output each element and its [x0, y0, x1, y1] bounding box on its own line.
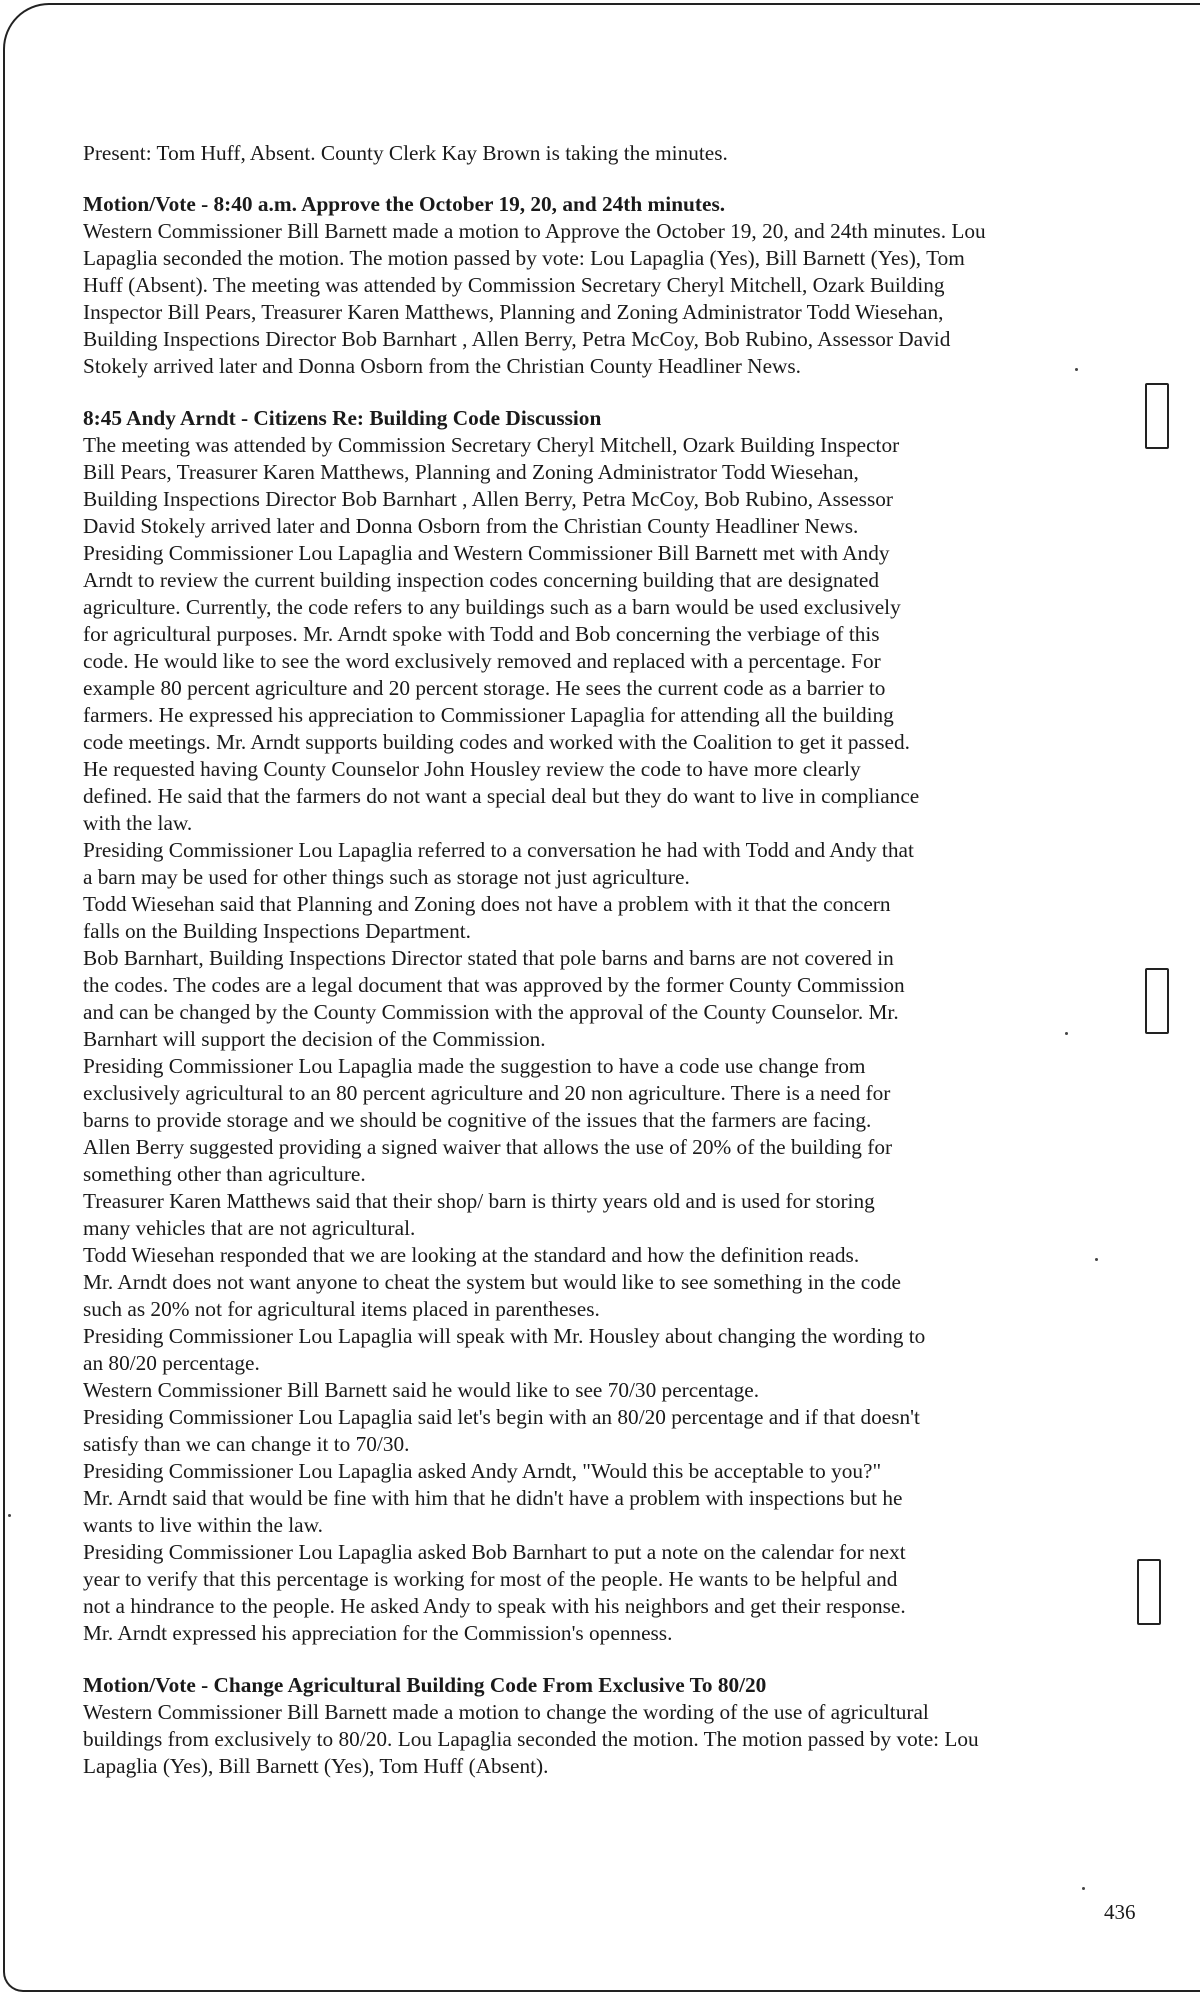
- scan-speck: [8, 1514, 11, 1517]
- text-line: Inspector Bill Pears, Treasurer Karen Matthews, Planning and Zoning Administrator Todd Wiesehan,: [83, 300, 944, 324]
- text-line: a barn may be used for other things such as storage not just agriculture.: [83, 865, 690, 889]
- section-heading: Motion/Vote - 8:40 a.m. Approve the October 19, 20, and 24th minutes.: [83, 192, 726, 216]
- text-line: Mr. Arndt does not want anyone to cheat the system but would like to see something in the code: [83, 1270, 902, 1294]
- text-line: Western Commissioner Bill Barnett made a motion to change the wording of the use of agricultural: [83, 1700, 929, 1724]
- text-line: Bill Pears, Treasurer Karen Matthews, Planning and Zoning Administrator Todd Wiesehan,: [83, 460, 859, 484]
- text-line: and can be changed by the County Commission with the approval of the County Counselor. Mr.: [83, 1000, 899, 1024]
- text-line: defined. He said that the farmers do not want a special deal but they do want to live in compliance: [83, 784, 920, 808]
- section-body: [83, 1699, 1093, 1780]
- text-line: code. He would like to see the word exclusively removed and replaced with a percentage. For: [83, 649, 881, 673]
- text-line: satisfy than we can change it to 70/30.: [83, 1432, 410, 1456]
- section-building-code-discussion: [83, 405, 1093, 1647]
- page-number: 436: [1104, 1900, 1136, 1924]
- scan-speck: [1065, 1032, 1068, 1035]
- text-line: The meeting was attended by Commission Secretary Cheryl Mitchell, Ozark Building Inspector: [83, 433, 900, 457]
- text-line: Barnhart will support the decision of the Commission.: [83, 1027, 546, 1051]
- text-line: for agricultural purposes. Mr. Arndt spoke with Todd and Bob concerning the verbiage of this: [83, 622, 880, 646]
- text-line: such as 20% not for agricultural items placed in parentheses.: [83, 1297, 600, 1321]
- text-line: Mr. Arndt said that would be fine with him that he didn't have a problem with inspections but he: [83, 1486, 903, 1510]
- text-line: Bob Barnhart, Building Inspections Director stated that pole barns and barns are not covered in: [83, 946, 894, 970]
- present-line: Present: Tom Huff, Absent. County Clerk Kay Brown is taking the minutes.: [83, 141, 728, 165]
- margin-marker: [1145, 383, 1169, 449]
- text-line: something other than agriculture.: [83, 1162, 366, 1186]
- text-line: Treasurer Karen Matthews said that their shop/ barn is thirty years old and is used for storing: [83, 1189, 875, 1213]
- section-heading: Motion/Vote - Change Agricultural Building Code From Exclusive To 80/20: [83, 1673, 767, 1697]
- text-line: Presiding Commissioner Lou Lapaglia will speak with Mr. Housley about changing the wording to: [83, 1324, 926, 1348]
- text-line: David Stokely arrived later and Donna Osborn from the Christian County Headliner News.: [83, 514, 859, 538]
- text-line: Building Inspections Director Bob Barnhart , Allen Berry, Petra McCoy, Bob Rubino, Assessor David: [83, 327, 951, 351]
- text-line: Stokely arrived later and Donna Osborn from the Christian County Headliner News.: [83, 354, 802, 378]
- minutes-page: [83, 140, 1093, 1805]
- scan-speck: [1075, 368, 1078, 371]
- text-line: an 80/20 percentage.: [83, 1351, 260, 1375]
- section-change-code-vote: [83, 1672, 1093, 1780]
- text-line: Western Commissioner Bill Barnett said he would like to see 70/30 percentage.: [83, 1378, 760, 1402]
- text-line: farmers. He expressed his appreciation to Commissioner Lapaglia for attending all the building: [83, 703, 894, 727]
- text-line: Building Inspections Director Bob Barnhart , Allen Berry, Petra McCoy, Bob Rubino, Assessor: [83, 487, 893, 511]
- text-line: Presiding Commissioner Lou Lapaglia and Western Commissioner Bill Barnett met with Andy: [83, 541, 890, 565]
- text-line: not a hindrance to the people. He asked Andy to speak with his neighbors and get their response.: [83, 1594, 906, 1618]
- text-line: Western Commissioner Bill Barnett made a motion to Approve the October 19, 20, and 24th minutes. Lou: [83, 219, 986, 243]
- text-line: Todd Wiesehan said that Planning and Zoning does not have a problem with it that the concern: [83, 892, 891, 916]
- text-line: Allen Berry suggested providing a signed waiver that allows the use of 20% of the building for: [83, 1135, 893, 1159]
- text-line: exclusively agricultural to an 80 percent agriculture and 20 non agriculture. There is a need for: [83, 1081, 891, 1105]
- text-line: year to verify that this percentage is working for most of the people. He wants to be helpful and: [83, 1567, 898, 1591]
- margin-marker: [1137, 1559, 1161, 1625]
- text-line: code meetings. Mr. Arndt supports building codes and worked with the Coalition to get it passed.: [83, 730, 910, 754]
- text-line: Presiding Commissioner Lou Lapaglia said let's begin with an 80/20 percentage and if that doesn't: [83, 1405, 920, 1429]
- section-body: [83, 432, 1093, 1647]
- scan-speck: [1095, 1258, 1098, 1261]
- text-line: the codes. The codes are a legal document that was approved by the former County Commission: [83, 973, 905, 997]
- text-line: Presiding Commissioner Lou Lapaglia referred to a conversation he had with Todd and Andy that: [83, 838, 914, 862]
- text-line: Presiding Commissioner Lou Lapaglia asked Bob Barnhart to put a note on the calendar for next: [83, 1540, 906, 1564]
- section-body: [83, 218, 1093, 380]
- margin-marker: [1145, 968, 1169, 1034]
- text-line: buildings from exclusively to 80/20. Lou Lapaglia seconded the motion. The motion passed by vote: Lou: [83, 1727, 979, 1751]
- text-line: Lapaglia seconded the motion. The motion passed by vote: Lou Lapaglia (Yes), Bill Barnett (Yes), Tom: [83, 246, 965, 270]
- section-heading: 8:45 Andy Arndt - Citizens Re: Building Code Discussion: [83, 406, 602, 430]
- text-line: wants to live within the law.: [83, 1513, 323, 1537]
- text-line: Presiding Commissioner Lou Lapaglia made the suggestion to have a code use change from: [83, 1054, 866, 1078]
- text-line: Huff (Absent). The meeting was attended by Commission Secretary Cheryl Mitchell, Ozark Building: [83, 273, 945, 297]
- text-line: with the law.: [83, 811, 193, 835]
- text-line: many vehicles that are not agricultural.: [83, 1216, 416, 1240]
- text-line: barns to provide storage and we should be cognitive of the issues that the farmers are facing.: [83, 1108, 872, 1132]
- section-approve-minutes: [83, 191, 1093, 380]
- text-line: agriculture. Currently, the code refers to any buildings such as a barn would be used exclusively: [83, 595, 901, 619]
- text-line: Presiding Commissioner Lou Lapaglia asked Andy Arndt, "Would this be acceptable to you?": [83, 1459, 882, 1483]
- text-line: Lapaglia (Yes), Bill Barnett (Yes), Tom Huff (Absent).: [83, 1754, 549, 1778]
- text-line: Arndt to review the current building inspection codes concerning building that are designated: [83, 568, 880, 592]
- text-line: falls on the Building Inspections Department.: [83, 919, 472, 943]
- scan-speck: [1082, 1887, 1085, 1890]
- text-line: Todd Wiesehan responded that we are looking at the standard and how the definition reads.: [83, 1243, 860, 1267]
- text-line: He requested having County Counselor John Housley review the code to have more clearly: [83, 757, 861, 781]
- text-line: example 80 percent agriculture and 20 percent storage. He sees the current code as a barrier to: [83, 676, 886, 700]
- text-line: Mr. Arndt expressed his appreciation for the Commission's openness.: [83, 1621, 673, 1645]
